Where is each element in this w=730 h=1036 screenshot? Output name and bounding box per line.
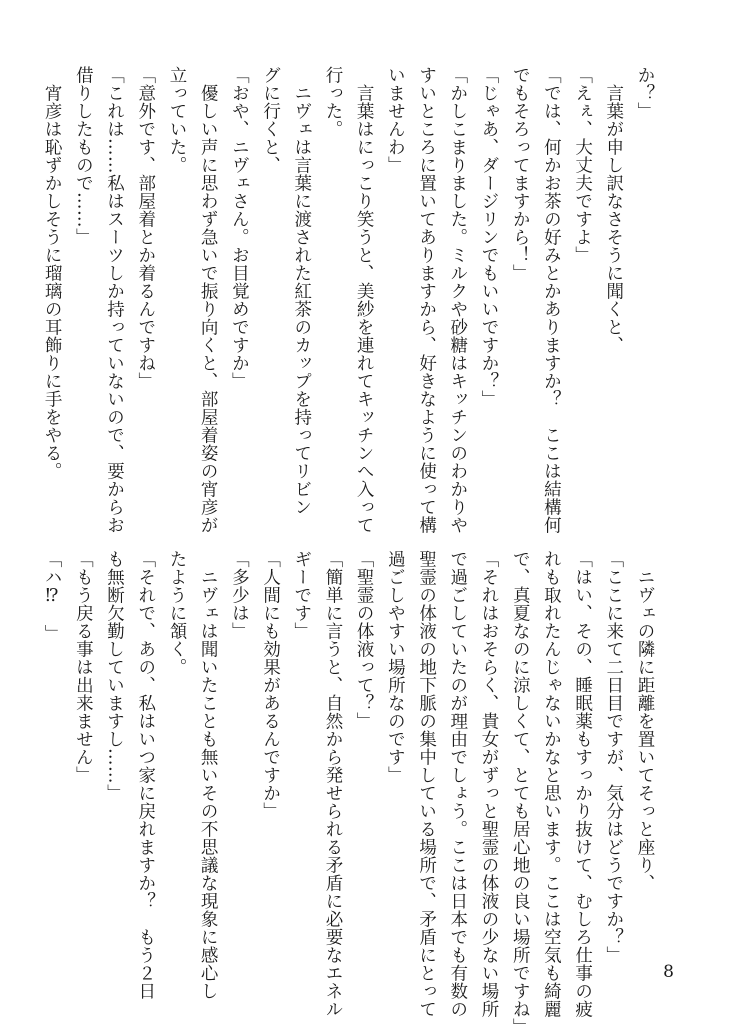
text-line: いませんわ」	[385, 66, 406, 174]
text-line: 「はい、その、睡眠薬もすっかり抜けて、むしろ仕事の疲	[572, 550, 593, 1018]
text-line: グに行くと、	[260, 66, 281, 174]
page-number: 8	[663, 962, 674, 982]
text-line: 「では、何かお茶の好みとかありますか？ ここは結構何	[541, 66, 562, 534]
text-line: れも取れたんじゃないかなと思います。ここは空気も綺麗	[541, 550, 562, 1018]
text-line: 「聖霊の体液って？」	[354, 550, 375, 730]
upper-text-column	[36, 66, 660, 534]
text-line: 言葉はにっこり笑うと、美紗を連れてキッチンへ入って	[354, 66, 375, 534]
text-line: 「簡単に言うと、自然から発せられる矛盾に必要なエネル	[322, 550, 343, 1018]
text-line: ニヴェは言葉に渡された紅茶のカップを持ってリビン	[291, 66, 312, 516]
text-line: 優しい声に思わず急いで振り向くと、部屋着姿の宵彦が	[198, 66, 219, 534]
text-line: 「それで、あの、私はいつ家に戻れますか？ もう２日	[135, 550, 156, 1000]
text-line: ギーです」	[291, 550, 312, 640]
text-line: で過ごしていたのが理由でしょう。ここは日本でも有数の	[447, 550, 468, 1018]
text-line: 「人間にも効果があるんですか」	[260, 550, 281, 820]
text-line: 行った。	[322, 66, 343, 138]
text-line: たように頷く。	[166, 550, 187, 676]
text-line: ニヴェの隣に距離を置いてそっと座り、	[635, 550, 655, 892]
text-line: 借りしたもので……」	[73, 66, 94, 246]
text-line: 聖霊の体液の地下脈の集中している場所で、矛盾にとって	[416, 550, 437, 1018]
text-line: で、真夏なのに涼しくて、とても居心地の良い場所ですね」	[510, 550, 531, 1036]
text-line: すいところに置いてありますから、好きなように使って構	[416, 66, 437, 534]
text-line: 「これは……私はスーツしか持っていないので、要からお	[104, 66, 125, 534]
text-line: 「ここに来て二日目ですが、気分はどうですか？」	[603, 550, 624, 964]
text-line: 「かしこまりました。ミルクや砂糖はキッチンのわかりや	[447, 66, 468, 534]
text-line: も無断欠勤していますし……」	[104, 550, 125, 802]
text-line: ニヴェは聞いたことも無いその不思議な現象に感心し	[198, 550, 219, 1000]
text-line: 「それはおそらく、貴女がずっと聖霊の体液の少ない場所	[478, 550, 499, 1018]
text-line: 「じゃあ、ダージリンでもいいですか？」	[478, 66, 499, 408]
text-line: 「多少は」	[229, 550, 250, 640]
text-line: 「えぇ、大丈夫ですよ」	[572, 66, 593, 264]
text-line: 「ハ⁉ 」	[42, 550, 63, 643]
lower-text-column	[36, 550, 660, 1036]
text-line: 「意外です、部屋着とか着るんですね」	[135, 66, 156, 390]
text-line: 立っていた。	[166, 66, 187, 174]
text-line: でもそろってますから！」	[510, 66, 531, 282]
text-line: か？」	[635, 66, 655, 120]
text-line: 「おや、ニヴェさん。お目覚めですか」	[229, 66, 250, 390]
text-line: 過ごしやすい場所なのです」	[385, 550, 406, 784]
text-line: 「もう戻る事は出来ません」	[73, 550, 94, 784]
text-line: 言葉が申し訳なさそうに聞くと、	[603, 66, 624, 354]
text-line: 宵彦は恥ずかしそうに瑠璃の耳飾りに手をやる。	[42, 66, 63, 480]
